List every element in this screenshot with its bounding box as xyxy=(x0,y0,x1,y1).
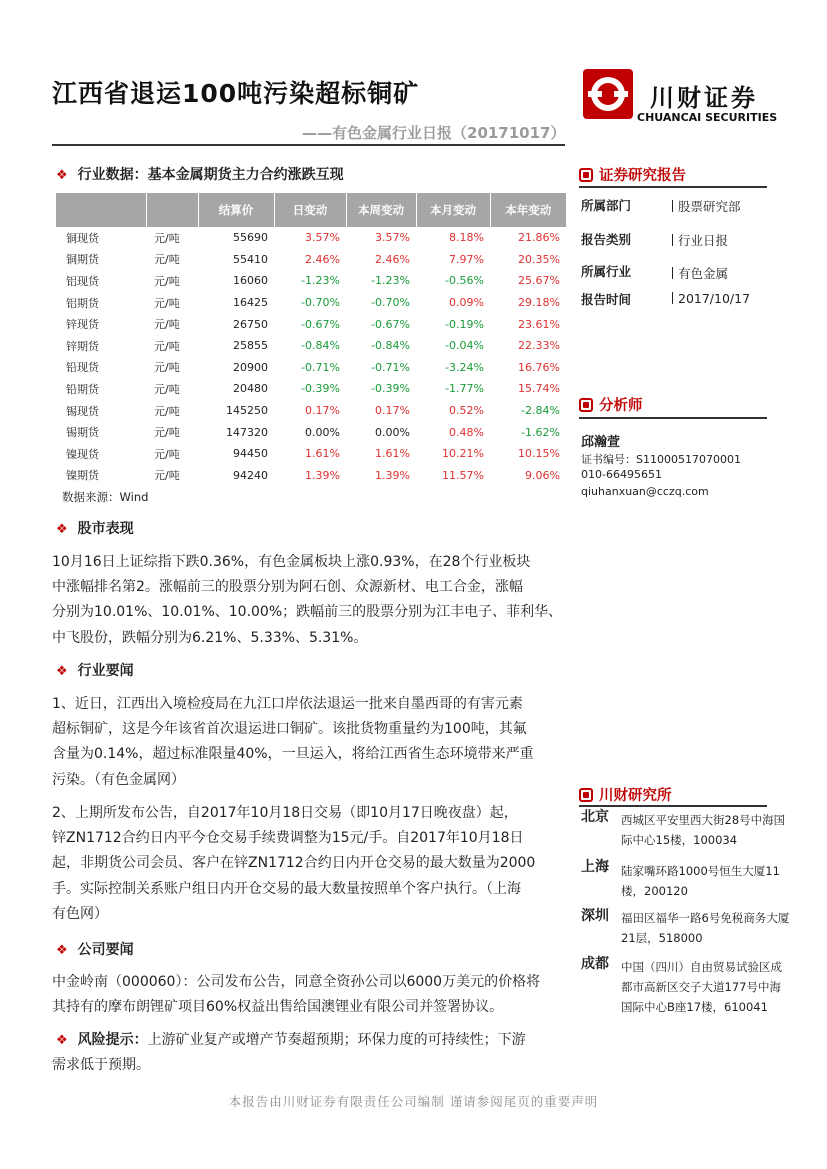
analyst-phone: 010-66495651 xyxy=(581,468,662,481)
metal-name: 铅期货 xyxy=(66,382,99,396)
change-week: 0.17% xyxy=(375,404,410,418)
footer-disclaimer: 本报告由川财证券有限责任公司编制 谨请参阅尾页的重要声明 xyxy=(228,1094,599,1109)
table-row xyxy=(56,249,566,271)
col-header-month: 本月变动 xyxy=(416,193,490,227)
col-header xyxy=(146,193,198,227)
col-header xyxy=(56,193,146,227)
change-month: 11.57% xyxy=(442,468,484,482)
change-week: -1.23% xyxy=(371,274,410,288)
settle-price: 26750 xyxy=(233,317,268,331)
info-value-category: 行业日报 xyxy=(672,231,728,249)
change-year: 22.33% xyxy=(518,339,560,353)
change-year: 16.76% xyxy=(518,360,560,374)
metal-name: 锌期货 xyxy=(66,339,99,353)
metal-name: 铝期货 xyxy=(66,296,99,310)
settle-price: 145250 xyxy=(226,404,268,418)
change-week: -0.39% xyxy=(371,382,410,396)
analyst-divider xyxy=(579,417,767,419)
company-heading: ❖ 公司要闻 xyxy=(56,942,134,958)
change-year: 21.86% xyxy=(518,231,560,245)
header-divider xyxy=(52,144,565,146)
settle-price: 94450 xyxy=(233,447,268,461)
table-row xyxy=(56,400,566,422)
table-row xyxy=(56,357,566,379)
office-city-chengdu: 成都 xyxy=(581,956,609,972)
office-city-beijing: 北京 xyxy=(581,809,609,825)
change-month: -3.24% xyxy=(445,360,484,374)
settle-price: 55690 xyxy=(233,231,268,245)
analyst-name: 邱瀚萱 xyxy=(581,435,621,450)
table-row xyxy=(56,335,566,357)
change-week: -0.70% xyxy=(371,296,410,310)
info-label-date: 报告时间 xyxy=(581,292,632,307)
office-address-shanghai: 陆家嘴环路1000号恒生大厦11楼，200120 xyxy=(621,864,780,898)
change-year: 25.67% xyxy=(518,274,560,288)
change-week: -0.84% xyxy=(371,339,410,353)
table-row xyxy=(56,421,566,443)
analyst-email[interactable]: qiuhanxuan@cczq.com xyxy=(581,485,709,498)
change-day: 3.57% xyxy=(305,231,340,245)
unit: 元/吨 xyxy=(154,274,180,288)
change-month: 8.18% xyxy=(449,231,484,245)
change-day: -1.23% xyxy=(301,274,340,288)
change-month: 7.97% xyxy=(449,252,484,266)
change-month: 0.09% xyxy=(449,296,484,310)
settle-price: 20480 xyxy=(233,382,268,396)
news-paragraph-1: 1、近日，江西出入境检疫局在九江口岸依法退运一批来自墨西哥的有害元素 超标铜矿，这是今年该省首次退运进口铜矿。该批货物重量约为100吨，其氟 含量为0.14%，超过标准限量40%，一旦运入，将给江西省生态环境带来严重 污染。（有色金属网） xyxy=(52,696,534,788)
change-year: -1.62% xyxy=(521,425,560,439)
info-label-department: 所属部门 xyxy=(581,198,632,213)
section-marker-icon xyxy=(579,788,593,802)
brand-name-en: CHUANCAI SECURITIES xyxy=(637,111,778,124)
table-row xyxy=(56,270,566,292)
unit: 元/吨 xyxy=(154,361,180,375)
unit: 元/吨 xyxy=(154,339,180,353)
change-day: -0.84% xyxy=(301,339,340,353)
analyst-cert: 证书编号：S1100051707000​1 xyxy=(581,453,741,466)
office-city-shanghai: 上海 xyxy=(581,859,609,875)
metal-name: 锌现货 xyxy=(66,318,99,332)
change-day: -0.67% xyxy=(301,317,340,331)
section-marker-icon xyxy=(579,168,593,182)
change-month: -0.19% xyxy=(445,317,484,331)
stock-paragraph: 10月16日上证综指下跌0.36%，有色金属板块上涨0.93%，在28个行业板块 中涨幅排名第2。涨幅前三的股票分别为阿石创、众源新材、电工合金，涨幅 分别为10.01%、10.01%、10.00%；跌幅前三的股票分别为江丰电子、菲利华、 中飞股份，跌幅分别为6.21%、5.33%、5.31%。 xyxy=(52,554,563,646)
change-day: 1.39% xyxy=(305,468,340,482)
stock-heading: ❖ 股市表现 xyxy=(56,521,134,537)
unit: 元/吨 xyxy=(154,231,180,245)
change-month: -1.77% xyxy=(445,382,484,396)
change-year: 29.18% xyxy=(518,296,560,310)
change-day: -0.70% xyxy=(301,296,340,310)
unit: 元/吨 xyxy=(154,382,180,396)
change-week: -0.67% xyxy=(371,317,410,331)
change-year: -2.84% xyxy=(521,404,560,418)
settle-price: 16425 xyxy=(233,296,268,310)
institute-heading: 川财研究所 xyxy=(579,784,672,805)
col-header-price: 结算价 xyxy=(198,193,274,227)
change-year: 10.15% xyxy=(518,447,560,461)
metal-name: 镍期货 xyxy=(66,469,99,483)
diamond-bullet-icon: ❖ xyxy=(56,664,68,679)
table-row xyxy=(56,227,566,249)
info-value-industry: 有色金属 xyxy=(672,264,728,282)
section-marker-icon xyxy=(579,398,593,412)
unit: 元/吨 xyxy=(154,253,180,267)
info-value-date: 2017/10/17 xyxy=(672,291,750,306)
settle-price: 25855 xyxy=(233,339,268,353)
info-label-category: 报告类别 xyxy=(581,232,632,247)
company-paragraph: 中金岭南（000060）：公司发布公告，同意全资孙公司以6000万美元的价格将 其持有的摩布朗锂矿项目60%权益出售给国澳锂业有限公司并签署协议。 xyxy=(52,974,541,1016)
unit: 元/吨 xyxy=(154,404,180,418)
brand-name: 川财证券 xyxy=(650,84,758,112)
change-year: 9.06% xyxy=(525,468,560,482)
diamond-bullet-icon: ❖ xyxy=(56,1033,68,1048)
col-header-week: 本周变动 xyxy=(346,193,416,227)
change-month: 0.52% xyxy=(449,404,484,418)
report-info-heading: 证券研究报告 xyxy=(579,164,686,185)
office-address-shenzhen: 福田区福华一路6号免税商务大厦21层，518000 xyxy=(621,911,790,945)
change-week: 2.46% xyxy=(375,252,410,266)
risk-paragraph: ❖ 风险提示：上游矿业复产或增产节奏超预期；环保力度的可持续性；下游 需求低于预期。 xyxy=(52,1032,526,1074)
table-row xyxy=(56,292,566,314)
col-header-day: 日变动 xyxy=(274,193,346,227)
news-paragraph-2: 2、上期所发布公告，自2017年10月18日交易（即10月17日晚夜盘）起， 锌ZN1712合约日内平今仓交易手续费调整为15元/手。自2017年10月18日 起，非期货公司会员、客户在锌ZN1712合约日内开仓交易的最大数量为2000 手。实际控制关系账户组日内开仓交易的最大数量按照单个客户执行。（上海 有色网） xyxy=(52,805,536,922)
unit: 元/吨 xyxy=(154,469,180,483)
analyst-heading: 分析师 xyxy=(579,394,643,415)
settle-price: 55410 xyxy=(233,252,268,266)
change-week: 3.57% xyxy=(375,231,410,245)
change-month: -0.56% xyxy=(445,274,484,288)
unit: 元/吨 xyxy=(154,426,180,440)
table-row xyxy=(56,443,566,465)
change-day: 0.00% xyxy=(305,425,340,439)
change-week: 1.61% xyxy=(375,447,410,461)
metal-name: 锡现货 xyxy=(66,404,99,418)
data-source: 数据来源：Wind xyxy=(62,490,149,504)
metal-name: 铜现货 xyxy=(66,231,99,245)
settle-price: 147320 xyxy=(226,425,268,439)
news-heading: ❖ 行业要闻 xyxy=(56,663,134,679)
office-city-shenzhen: 深圳 xyxy=(581,908,609,924)
unit: 元/吨 xyxy=(154,447,180,461)
table-row xyxy=(56,313,566,335)
industry-data-heading: ❖ 行业数据：基本金属期货主力合约涨跌互现 xyxy=(56,167,344,183)
info-value-department: 股票研究部 xyxy=(672,197,741,215)
table-row xyxy=(56,378,566,400)
settle-price: 16060 xyxy=(233,274,268,288)
change-week: 1.39% xyxy=(375,468,410,482)
info-label-industry: 所属行业 xyxy=(581,264,632,279)
diamond-bullet-icon: ❖ xyxy=(56,943,68,958)
diamond-bullet-icon: ❖ xyxy=(56,168,68,183)
metal-name: 镍现货 xyxy=(66,447,99,461)
change-week: 0.00% xyxy=(375,425,410,439)
table-row xyxy=(56,465,566,487)
report-info-divider xyxy=(579,186,767,188)
change-week: -0.71% xyxy=(371,360,410,374)
office-address-chengdu: 中国（四川）自由贸易试验区成都市高新区交子大道177号中海国际中心B座17楼，610041 xyxy=(621,960,782,1014)
change-day: 1.61% xyxy=(305,447,340,461)
unit: 元/吨 xyxy=(154,296,180,310)
table-header-row xyxy=(56,193,566,227)
col-header-year: 本年变动 xyxy=(490,193,566,227)
unit: 元/吨 xyxy=(154,318,180,332)
metal-name: 锡期货 xyxy=(66,426,99,440)
office-address-beijing: 西城区平安里西大街28号中海国际中心15楼，100034 xyxy=(621,813,786,847)
change-day: -0.71% xyxy=(301,360,340,374)
change-year: 15.74% xyxy=(518,382,560,396)
change-month: 10.21% xyxy=(442,447,484,461)
change-year: 20.35% xyxy=(518,252,560,266)
metal-name: 铜期货 xyxy=(66,253,99,267)
diamond-bullet-icon: ❖ xyxy=(56,522,68,537)
change-day: -0.39% xyxy=(301,382,340,396)
metal-name: 铅现货 xyxy=(66,361,99,375)
change-day: 2.46% xyxy=(305,252,340,266)
settle-price: 94240 xyxy=(233,468,268,482)
metal-name: 铝现货 xyxy=(66,274,99,288)
chuancai-logo-icon xyxy=(582,68,634,120)
page-subtitle: ——有色金属行业日报（20171017） xyxy=(302,124,566,142)
change-month: 0.48% xyxy=(449,425,484,439)
change-year: 23.61% xyxy=(518,317,560,331)
change-month: -0.04% xyxy=(445,339,484,353)
settle-price: 20900 xyxy=(233,360,268,374)
metals-price-table xyxy=(56,193,566,486)
change-day: 0.17% xyxy=(305,404,340,418)
page-title: 江西省退运100吨污染超标铜矿 xyxy=(52,79,420,108)
